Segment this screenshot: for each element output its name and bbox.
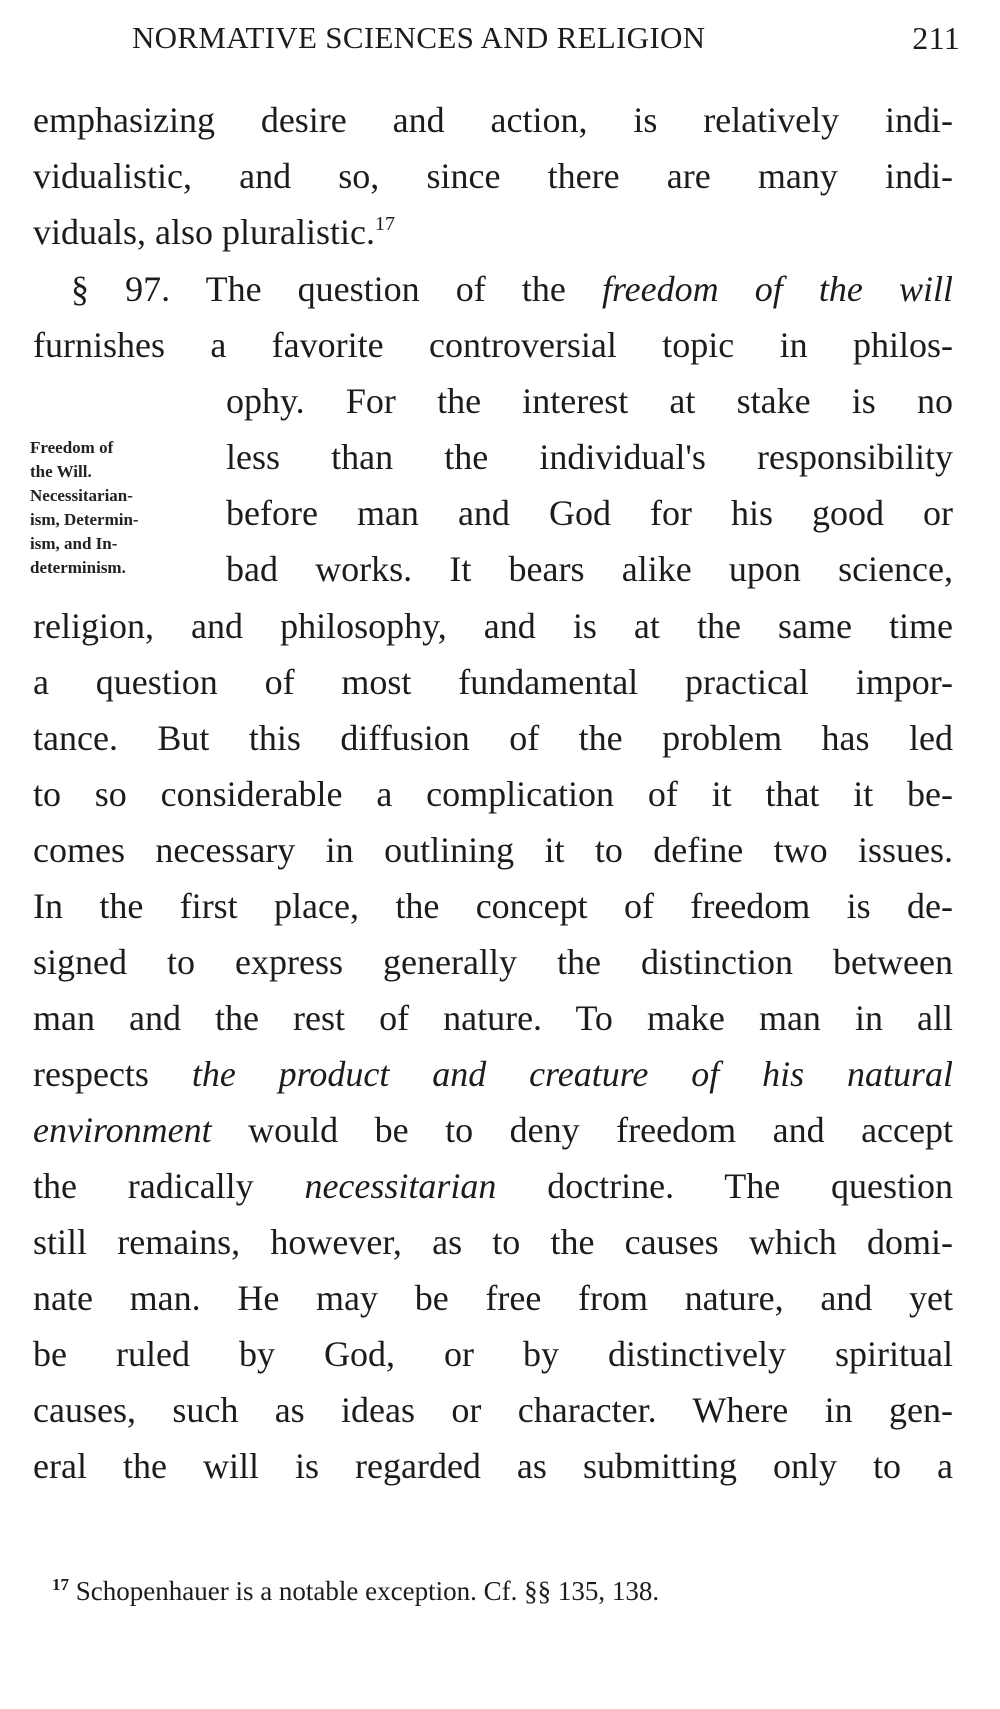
text-line — [33, 1052, 953, 1096]
text-line — [33, 1164, 953, 1208]
text-span: doctrine. The question — [496, 1166, 953, 1206]
section-heading-line — [71, 267, 953, 311]
emphasis: freedom of the will — [602, 269, 953, 309]
text-line: eral the will is regarded as submitting only to a — [33, 1446, 953, 1486]
marginal-note-line: Necessitarian- — [30, 486, 133, 505]
page-number: 211 — [912, 20, 960, 56]
text-line: furnishes a favorite controversial topic in philos- — [33, 325, 953, 365]
text-line: before man and God for his good or — [226, 493, 953, 533]
emphasis: necessitarian — [304, 1166, 497, 1206]
marginal-note-line: ism, Determin- — [30, 510, 139, 529]
text-line: tance. But this diffusion of the problem has led — [33, 718, 953, 758]
text-line: signed to express generally the distinction between — [33, 942, 953, 982]
text-line: In the first place, the concept of freedom is de- — [33, 886, 953, 926]
text-line: vidualistic, and so, since there are many indi- — [33, 156, 953, 196]
footnote-marker: 17 — [374, 213, 395, 235]
text-line: less than the individual's responsibility — [226, 437, 953, 477]
text-line: to so considerable a complication of it that it be- — [33, 774, 953, 814]
text-line: emphasizing desire and action, is relatively indi- — [33, 100, 953, 140]
text-line: causes, such as ideas or character. Where in gen- — [33, 1390, 953, 1430]
marginal-note — [30, 436, 220, 580]
text-line: comes necessary in outlining it to define two issues. — [33, 830, 953, 870]
marginal-note-line: determinism. — [30, 558, 126, 577]
text-line — [33, 210, 543, 254]
marginal-note-line: the Will. — [30, 462, 92, 481]
running-title: NORMATIVE SCIENCES AND RELIGION — [132, 20, 706, 55]
text-line: bad works. It bears alike upon science, — [226, 549, 953, 589]
text-line — [33, 1108, 953, 1152]
text-line: ophy. For the interest at stake is no — [226, 381, 953, 421]
emphasis: the product and creature of his natural — [191, 1054, 953, 1094]
footnote-number: 17 — [52, 1575, 69, 1594]
text-line: be ruled by God, or by distinctively spiritual — [33, 1334, 953, 1374]
marginal-note-line: ism, and In- — [30, 534, 118, 553]
text-line: a question of most fundamental practical impor- — [33, 662, 953, 702]
text-line: man and the rest of nature. To make man in all — [33, 998, 953, 1038]
emphasis: environment — [33, 1110, 212, 1150]
text-line: religion, and philosophy, and is at the same time — [33, 606, 953, 646]
text-span: respects — [33, 1054, 192, 1094]
footnote-text: Schopenhauer is a notable exception. Cf. §§ 135, 138. — [69, 1576, 660, 1606]
text-span: § 97. The question of the — [71, 269, 602, 309]
text-span: viduals, also pluralistic. — [33, 212, 375, 252]
text-line: still remains, however, as to the causes which domi- — [33, 1222, 953, 1262]
footnote — [52, 1574, 932, 1608]
text-span: the radically — [33, 1166, 305, 1206]
text-span: would be to deny freedom and accept — [211, 1110, 953, 1150]
text-line: nate man. He may be free from nature, and yet — [33, 1278, 953, 1318]
marginal-note-line: Freedom of — [30, 438, 114, 457]
